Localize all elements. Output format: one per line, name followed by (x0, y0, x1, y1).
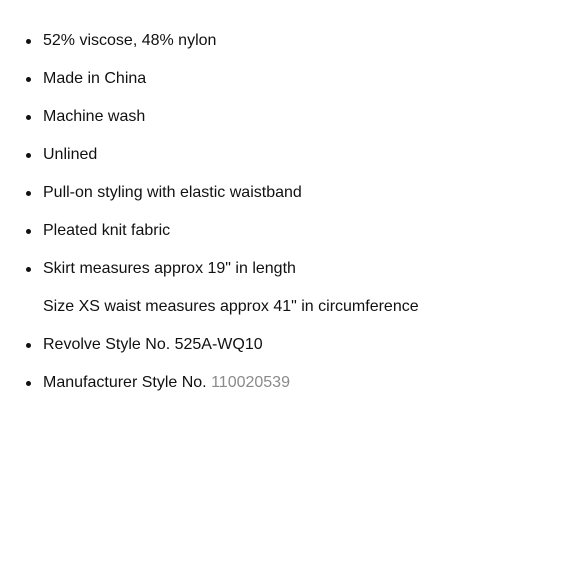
manufacturer-style-label: Manufacturer Style No. (43, 374, 212, 391)
detail-item-waist (43, 297, 419, 317)
detail-text: Revolve Style No. 525A-WQ10 (43, 336, 263, 353)
detail-text: Pull-on styling with elastic waistband (43, 184, 302, 201)
bullet-icon (26, 115, 31, 120)
detail-text: Unlined (43, 146, 98, 163)
detail-item-revolve-style (43, 335, 263, 355)
detail-item-lining (43, 145, 97, 165)
detail-item-manufacturer-style (43, 373, 290, 393)
detail-item-length (43, 259, 296, 279)
detail-text: Pleated knit fabric (43, 222, 171, 239)
bullet-icon (26, 153, 31, 158)
detail-text: Made in China (43, 70, 147, 87)
bullet-icon (26, 343, 31, 348)
detail-text: 52% viscose, 48% nylon (43, 32, 217, 49)
detail-item-styling (43, 183, 302, 203)
manufacturer-style-number: 110020539 (211, 374, 290, 391)
detail-text: Machine wash (43, 108, 146, 125)
detail-item-texture (43, 221, 170, 241)
detail-item-fabric (43, 31, 216, 51)
detail-text: Size XS waist measures approx 41" in circumference (43, 298, 419, 315)
bullet-icon (26, 267, 31, 272)
bullet-icon (26, 381, 31, 386)
detail-text: Skirt measures approx 19" in length (43, 260, 296, 277)
bullet-icon (26, 77, 31, 82)
bullet-icon (26, 191, 31, 196)
detail-item-care (43, 107, 145, 127)
bullet-icon (26, 39, 31, 44)
detail-item-origin (43, 69, 146, 89)
bullet-icon (26, 229, 31, 234)
